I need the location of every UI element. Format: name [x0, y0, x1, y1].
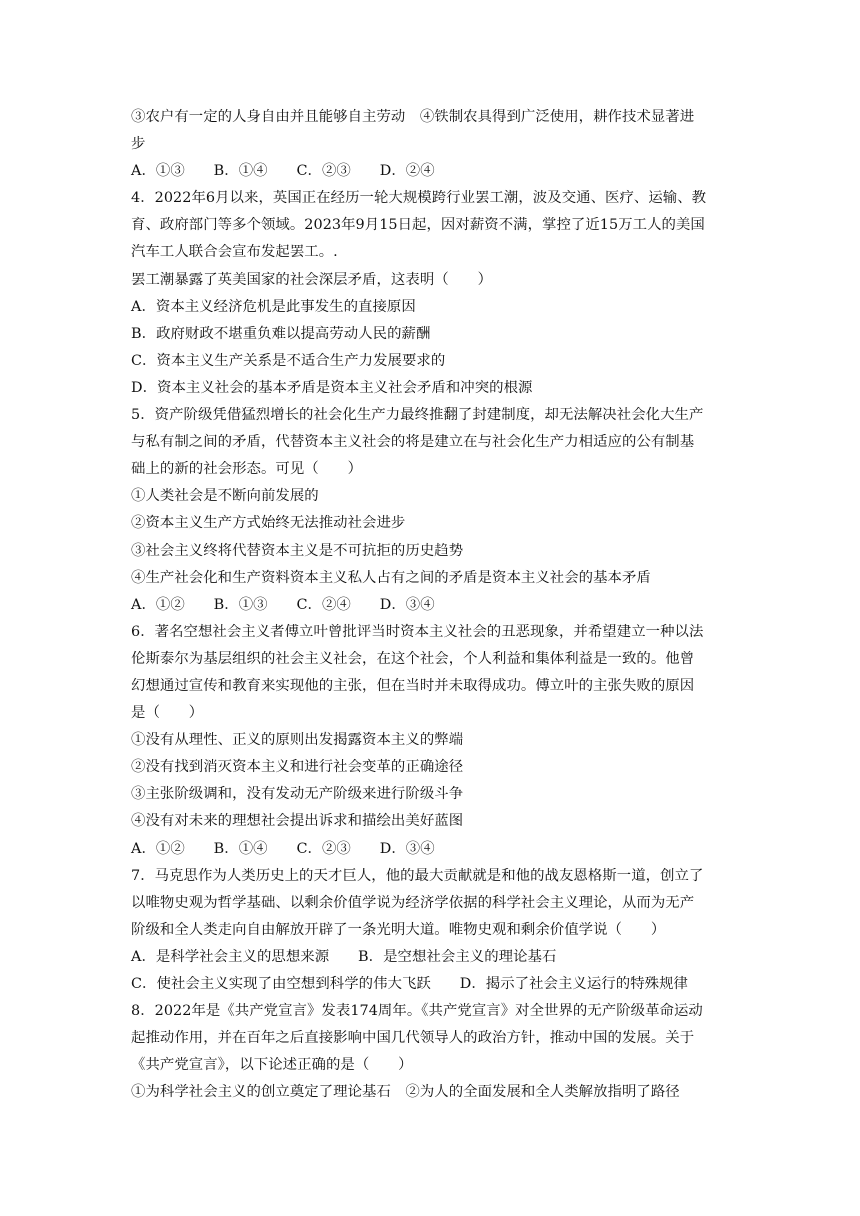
- question-6-stem-line-3: 幻想通过宣传和教育来实现他的主张，但在当时并未取得成功。傅立叶的主张失败的原因: [131, 677, 695, 694]
- question-4-choice-b: B．政府财政不堪重负难以提高劳动人民的薪酬: [131, 325, 431, 342]
- question-5-option-3: ③社会主义终将代替资本主义是不可抗拒的历史趋势: [131, 542, 464, 559]
- question-8-stem-line-2: 起推动作用，并在百年之后直接影响中国几代领导人的政治方针，推动中国的发展。关于: [131, 1030, 695, 1047]
- option-line-3-4: ③农户有一定的人身自由并且能够自主劳动 ④铁制农具得到广泛使用，耕作技术显著进: [131, 109, 695, 125]
- option-line-continuation: 步: [131, 136, 146, 153]
- question-7-stem-line-2: 以唯物史观为哲学基础、以剩余价值学说为经济学依据的科学社会主义理论，从而为无产: [131, 894, 695, 911]
- answer-choices-q5: A．①② B．①③ C．②④ D．③④: [131, 596, 435, 613]
- answer-choices-q6: A．①② B．①④ C．②③ D．③④: [131, 840, 435, 857]
- question-7-stem-line-3: 阶级和全人类走向自由解放开辟了一条光明大道。唯物史观和剩余价值学说（ ）: [131, 921, 666, 938]
- question-6-option-3: ③主张阶级调和，没有发动无产阶级来进行阶级斗争: [131, 786, 464, 803]
- question-8-stem-line-1: 8．2022年是《共产党宣言》发表174周年。《共产党宣言》对全世界的无产阶级革命运动: [131, 1003, 703, 1020]
- question-5-option-2: ②资本主义生产方式始终无法推动社会进步: [131, 515, 406, 532]
- question-5-stem-line-2: 与私有制之间的矛盾，代替资本主义社会的将是建立在与社会化生产力相适应的公有制基: [131, 434, 695, 451]
- question-4-stem-line-3: 汽车工人联合会宣布发起罢工。.: [131, 244, 338, 261]
- question-8-stem-line-3: 《共产党宣言》，以下论述正确的是（ ）: [131, 1057, 413, 1074]
- question-8-options-1-2: ①为科学社会主义的创立奠定了理论基石 ②为人的全面发展和全人类解放指明了路径: [131, 1084, 680, 1101]
- question-6-option-4: ④没有对未来的理想社会提出诉求和描绘出美好蓝图: [131, 813, 464, 830]
- question-5-option-1: ①人类社会是不断向前发展的: [131, 488, 319, 505]
- question-6-stem-line-2: 伦斯泰尔为基层组织的社会主义社会，在这个社会，个人利益和集体利益是一致的。他曾: [131, 650, 695, 667]
- question-4-choice-d: D．资本主义社会的基本矛盾是资本主义社会矛盾和冲突的根源: [131, 379, 533, 396]
- question-4-stem-line-2: 育、政府部门等多个领域。2023年9月15日起，因对薪资不满，掌控了近15万工人的美国: [131, 217, 705, 234]
- question-6-stem-line-1: 6．著名空想社会主义者傅立叶曾批评当时资本主义社会的丑恶现象，并希望建立一种以法: [131, 623, 704, 640]
- question-7-choices-cd: C．使社会主义实现了由空想到科学的伟大飞跃 D．揭示了社会主义运行的特殊规律: [131, 976, 688, 992]
- question-5-stem-line-3: 础上的新的社会形态。可见（ ）: [131, 461, 363, 478]
- question-6-option-1: ①没有从理性、正义的原则出发揭露资本主义的弊端: [131, 732, 464, 749]
- question-6-option-2: ②没有找到消灭资本主义和进行社会变革的正确途径: [131, 759, 464, 776]
- question-5-option-4: ④生产社会化和生产资料资本主义私人占有之间的矛盾是资本主义社会的基本矛盾: [131, 569, 651, 586]
- question-7-stem-line-1: 7．马克思作为人类历史上的天才巨人，他的最大贡献就是和他的战友恩格斯一道，创立了: [131, 867, 704, 884]
- answer-choices-q3: A．①③ B．①④ C．②③ D．②④: [131, 163, 435, 180]
- question-6-stem-line-4: 是（ ）: [131, 705, 204, 722]
- question-4-stem-line-1: 4．2022年6月以来，英国正在经历一轮大规模跨行业罢工潮，波及交通、医疗、运输、教: [131, 190, 707, 207]
- question-text-block: [131, 104, 731, 1106]
- question-4-choice-c: C．资本主义生产关系是不适合生产力发展要求的: [131, 352, 446, 369]
- question-4-choice-a: A．资本主义经济危机是此事发生的直接原因: [131, 298, 416, 315]
- question-5-stem-line-1: 5．资产阶级凭借猛烈增长的社会化生产力最终推翻了封建制度，却无法解决社会化大生产: [131, 407, 704, 424]
- question-7-choices-ab: A．是科学社会主义的思想来源 B．是空想社会主义的理论基石: [131, 948, 557, 965]
- question-4-prompt: 罢工潮暴露了英美国家的社会深层矛盾，这表明（ ）: [131, 271, 493, 288]
